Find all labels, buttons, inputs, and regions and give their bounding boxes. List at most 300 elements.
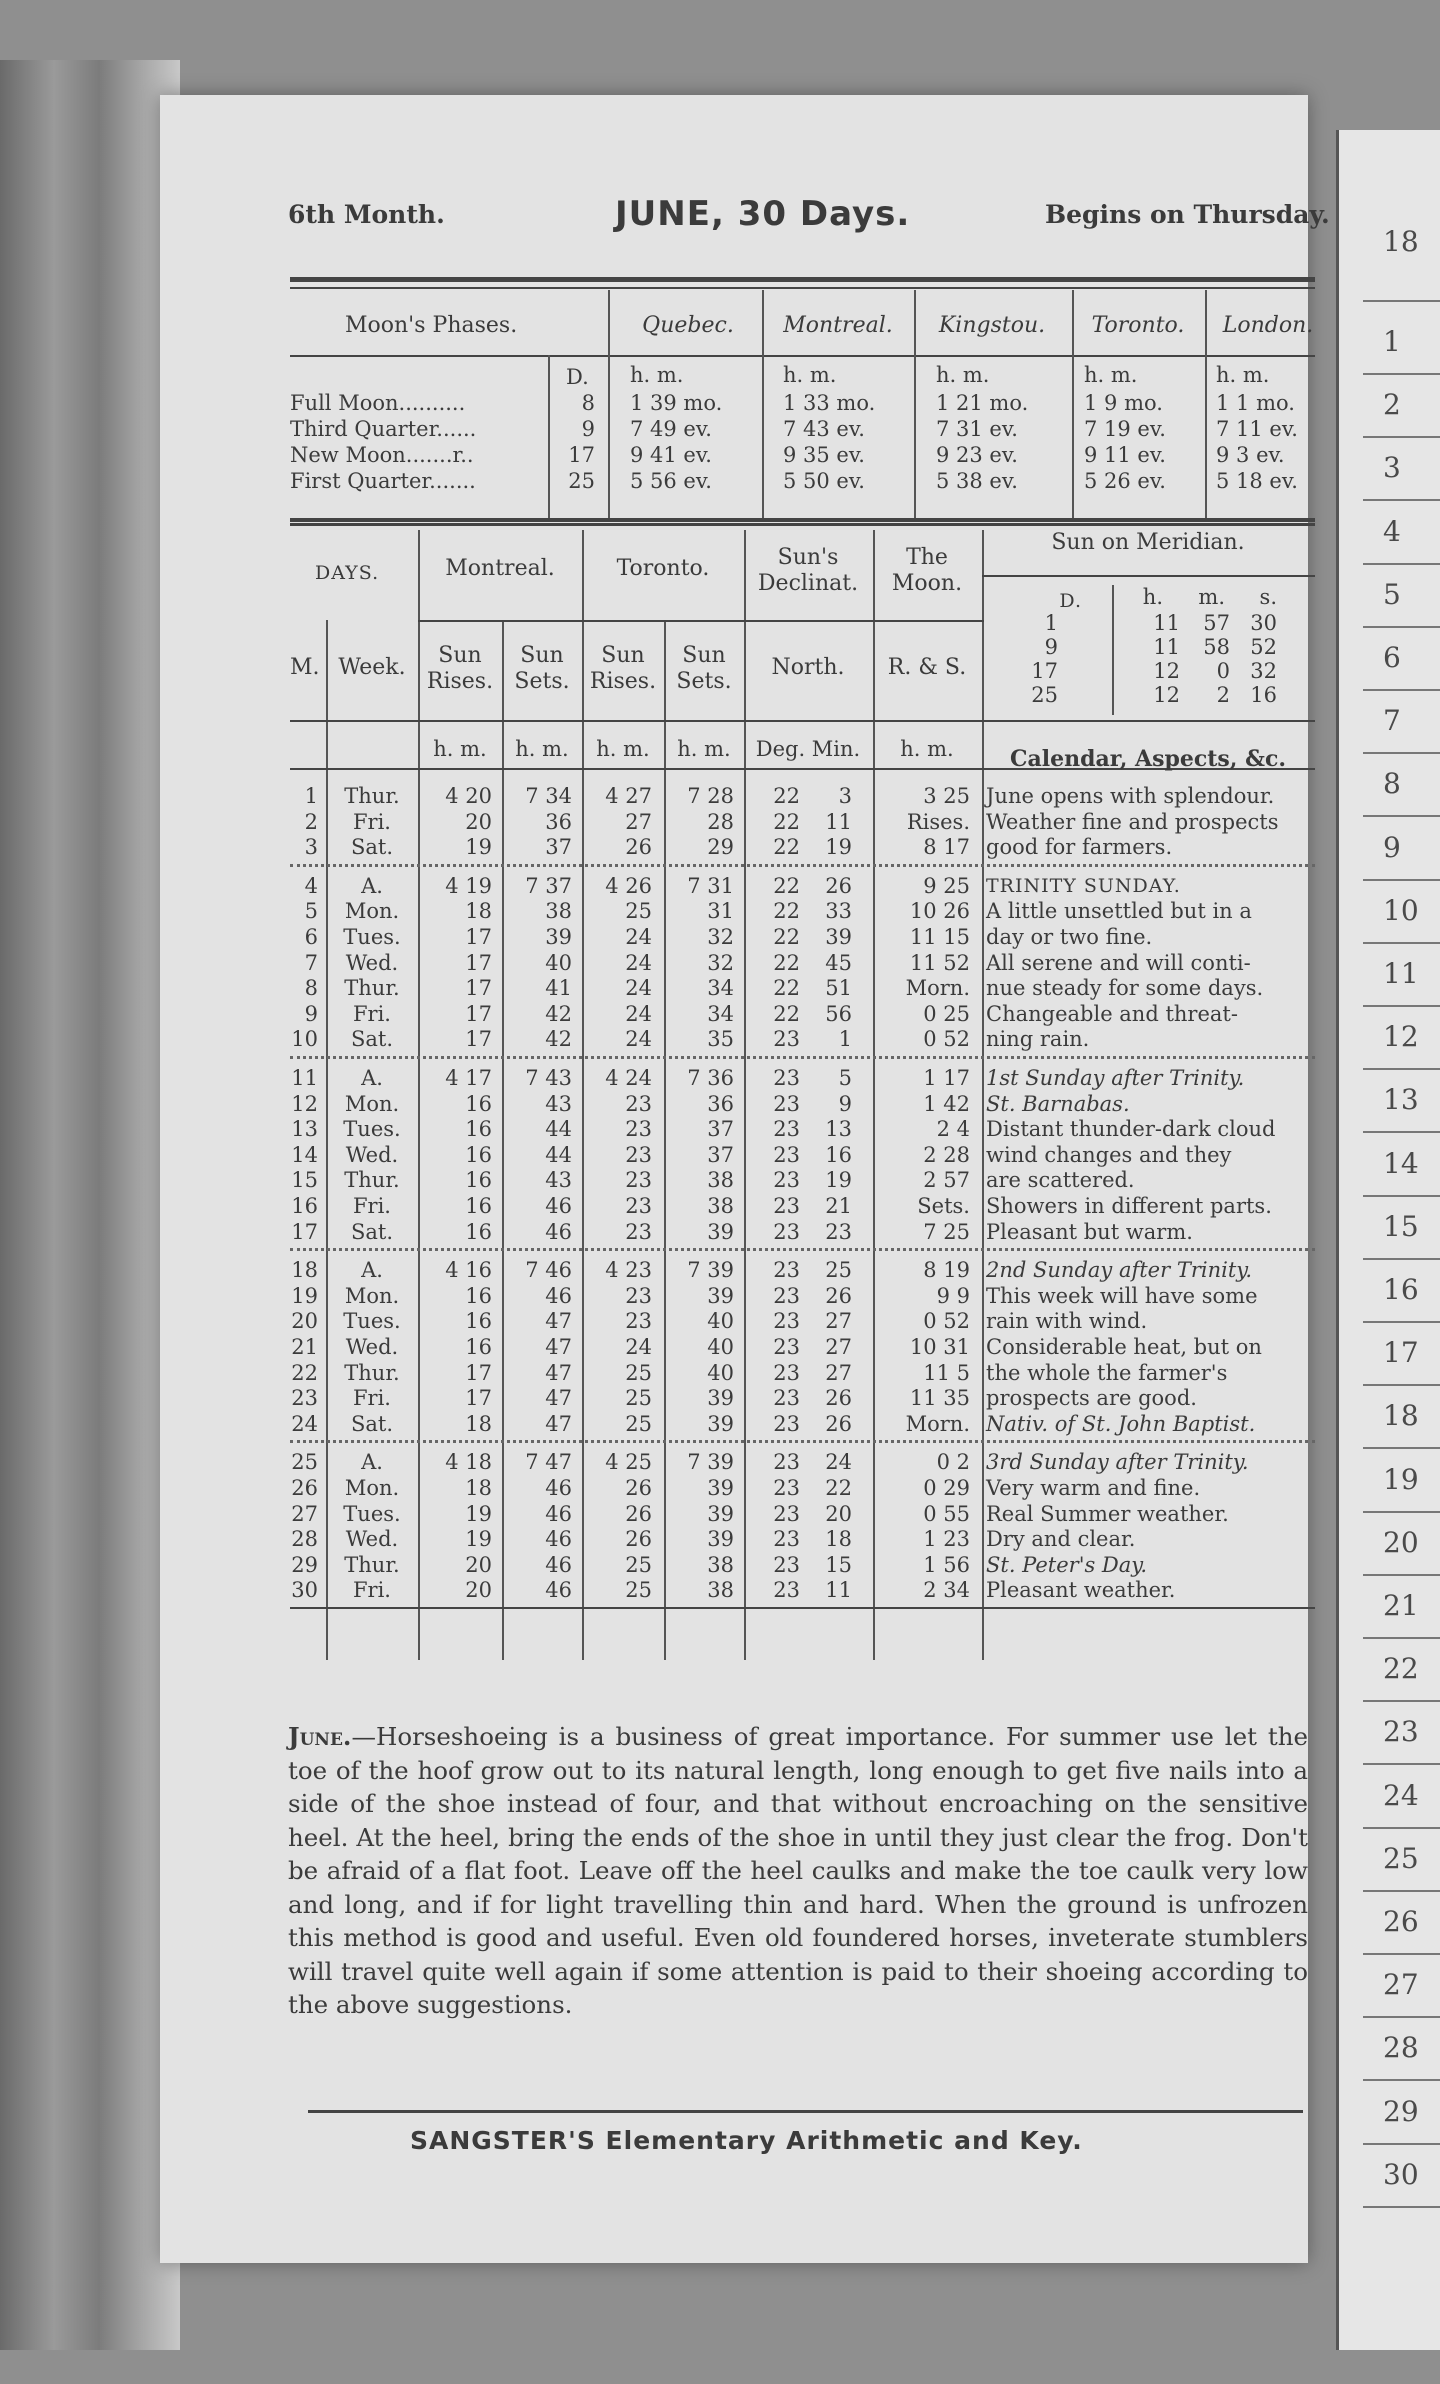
next-page-row-line [1363,1827,1440,1829]
row-toronto-rise: 4 27 [605,784,652,808]
next-page-row-line [1363,752,1440,754]
row-day: 26 [291,1476,318,1500]
row-toronto-set: 38 [707,1552,734,1577]
row-decl-min: 27 [825,1335,852,1359]
row-decl-deg: 23 [773,1117,800,1142]
row-toronto-set: 40 [707,1335,734,1359]
row-calendar-note: Dry and clear. [986,1527,1136,1552]
row-toronto-set: 40 [707,1360,734,1385]
meridian-day: 25 [1031,683,1058,707]
row-moon: 2 57 [923,1168,970,1193]
row-decl-min: 26 [825,873,852,898]
row-day: 2 [304,809,318,834]
day-subheader-rule [290,720,984,722]
next-page-day-number: 3 [1383,451,1401,485]
row-montreal-set: 46 [545,1552,572,1577]
row-toronto-set: 32 [707,925,734,949]
sun-sets-header: Sun Sets. [514,643,570,694]
row-decl-deg: 23 [773,1219,800,1244]
book-page-edges [0,60,180,2350]
next-page-day-number: 20 [1383,1525,1419,1559]
next-page-row-line [1363,626,1440,628]
next-page-day-number: 23 [1383,1715,1419,1749]
row-calendar-note: Distant thunder-dark cloud [986,1117,1276,1142]
row-montreal-set: 47 [545,1335,572,1359]
row-day: 14 [291,1142,318,1167]
row-calendar-note: Real Summer weather. [986,1501,1229,1526]
meridian-sec: 32 [1250,659,1277,683]
meridian-d: D. [1059,590,1082,612]
next-page-day-number: 14 [1383,1146,1419,1180]
row-decl-deg: 23 [773,1091,800,1116]
row-weekday: Mon. [344,1476,400,1500]
next-page-day-number: 8 [1383,767,1401,801]
row-decl-min: 19 [825,1168,852,1193]
row-toronto-rise: 23 [625,1091,652,1116]
next-page-day-number: 2 [1383,388,1401,422]
row-decl-min: 22 [825,1476,852,1500]
row-montreal-rise: 17 [465,1386,492,1411]
next-page-row-line [1363,689,1440,691]
row-montreal-set: 47 [545,1360,572,1385]
next-page-row-line [1363,1321,1440,1323]
row-calendar-note: wind changes and they [986,1142,1232,1167]
row-toronto-rise: 24 [625,976,652,1001]
row-calendar-note: Pleasant but warm. [986,1219,1193,1244]
row-moon: 2 28 [923,1142,970,1167]
moon-phase-day: 8 [581,391,595,415]
next-page-row-line [1363,1511,1440,1513]
meridian-min: 57 [1203,611,1230,635]
row-decl-min: 56 [825,1001,852,1026]
row-montreal-set: 41 [545,976,572,1001]
row-day: 25 [291,1450,318,1475]
row-toronto-rise: 26 [625,1501,652,1526]
day-col-divider [982,530,984,1660]
moon-city-header: Quebec. [642,313,734,338]
row-toronto-rise: 24 [625,1027,652,1052]
row-montreal-rise: 19 [465,1501,492,1526]
north-header: North. [771,655,845,680]
moon-phase-time: 7 43 ev. [783,417,865,441]
row-day: 23 [291,1386,318,1411]
row-decl-deg: 23 [773,1283,800,1308]
row-decl-min: 5 [838,1066,852,1090]
row-day: 16 [291,1194,318,1218]
row-toronto-rise: 25 [625,1411,652,1436]
row-toronto-rise: 24 [625,1335,652,1359]
next-page-day-number: 22 [1383,1652,1419,1686]
month-label: 6th Month. [288,200,445,229]
row-weekday: Fri. [352,1194,391,1218]
footer-title: SANGSTER'S Elementary Arithmetic and Key. [410,2126,1083,2155]
row-calendar-note: This week will have some [986,1283,1258,1308]
row-moon: 0 29 [923,1476,970,1500]
row-day: 21 [291,1335,318,1359]
moon-phase-time: 7 49 ev. [630,417,712,441]
next-page-day-number: 19 [1383,1462,1419,1496]
row-montreal-rise: 16 [465,1283,492,1308]
row-montreal-set: 7 37 [525,873,572,898]
row-decl-min: 16 [825,1142,852,1167]
next-page-day-number: 27 [1383,1968,1419,2002]
hm-unit: h. m. [677,737,731,761]
row-calendar-note: nue steady for some days. [986,976,1264,1001]
row-montreal-rise: 17 [465,925,492,949]
row-decl-min: 26 [825,1386,852,1411]
row-toronto-rise: 26 [625,835,652,860]
row-toronto-rise: 4 24 [605,1066,652,1090]
row-moon: 1 17 [923,1066,970,1090]
row-calendar-note: June opens with splendour. [986,784,1275,808]
row-toronto-set: 39 [707,1501,734,1526]
moon-phase-time: 9 41 ev. [630,443,712,467]
row-decl-min: 15 [825,1552,852,1577]
row-montreal-set: 46 [545,1501,572,1526]
row-decl-deg: 23 [773,1527,800,1552]
row-decl-deg: 22 [773,809,800,834]
row-montreal-rise: 16 [465,1117,492,1142]
day-table-top-rule [290,523,1315,526]
next-page-row-line [1363,1447,1440,1449]
row-calendar-note: 3rd Sunday after Trinity. [986,1450,1249,1475]
row-moon: 1 23 [923,1527,970,1552]
row-montreal-set: 46 [545,1194,572,1218]
meridian-day: 1 [1044,611,1058,635]
moon-city-header: Kingstou. [938,313,1046,338]
row-decl-min: 25 [825,1258,852,1283]
row-toronto-set: 32 [707,950,734,975]
row-toronto-set: 39 [707,1386,734,1411]
row-weekday: Mon. [344,899,400,924]
row-calendar-note: All serene and will conti- [986,950,1251,975]
meridian-min: 0 [1216,659,1230,683]
row-decl-deg: 23 [773,1335,800,1359]
row-decl-deg: 22 [773,784,800,808]
row-day: 18 [291,1258,318,1283]
next-page-row-line [1363,499,1440,501]
row-weekday: Sat. [350,1411,394,1436]
row-moon: 11 5 [923,1360,970,1385]
row-toronto-set: 34 [707,1001,734,1026]
row-weekday: Mon. [344,1283,400,1308]
row-toronto-set: 38 [707,1194,734,1218]
row-calendar-note: rain with wind. [986,1309,1148,1334]
row-toronto-set: 38 [707,1168,734,1193]
row-montreal-set: 43 [545,1168,572,1193]
row-decl-min: 1 [838,1027,852,1052]
next-page-day-number: 26 [1383,1905,1419,1938]
next-page-row-line [1363,1637,1440,1639]
next-page-day-number: 13 [1383,1083,1419,1117]
row-toronto-set: 34 [707,976,734,1001]
moon-phase-time: 7 19 ev. [1084,417,1166,441]
row-moon: 8 17 [923,835,970,860]
row-day: 27 [291,1501,318,1526]
row-decl-deg: 22 [773,1001,800,1026]
row-montreal-set: 47 [545,1411,572,1436]
moon-table-top-rule-2 [290,287,1315,289]
meridian-hour: 11 [1153,635,1180,659]
moon-phase-time: 5 50 ev. [783,469,865,493]
moon-phase-day: 17 [568,443,595,467]
meridian-sec: 30 [1250,611,1277,635]
row-weekday: A. [361,873,383,898]
meridian-day: 9 [1044,635,1058,659]
row-calendar-note: prospects are good. [986,1386,1197,1411]
moon-phase-name: First Quarter....... [290,469,476,493]
row-moon: 0 2 [936,1450,970,1475]
row-moon: 2 34 [923,1578,970,1603]
moon-phase-time: 9 23 ev. [936,443,1018,467]
row-toronto-rise: 24 [625,950,652,975]
row-weekday: Thur. [344,976,400,1001]
row-decl-deg: 22 [773,873,800,898]
moon-city-header: Montreal. [783,313,893,338]
row-montreal-set: 46 [545,1219,572,1244]
next-page-day-number: 24 [1383,1778,1419,1812]
row-toronto-set: 38 [707,1578,734,1603]
row-calendar-note: Considerable heat, but on [986,1335,1262,1359]
paragraph-lead: June. [288,1722,352,1751]
next-page-row-line [1363,373,1440,375]
row-decl-min: 26 [825,1283,852,1308]
row-decl-deg: 23 [773,1194,800,1218]
next-page-row-line [1363,1131,1440,1133]
row-decl-deg: 23 [773,1386,800,1411]
row-montreal-rise: 18 [465,1476,492,1500]
meridian-title: Sun on Meridian. [1051,530,1245,555]
row-decl-min: 45 [825,950,852,975]
row-calendar-note: Very warm and fine. [986,1476,1201,1500]
row-weekday: Tues. [343,1309,401,1334]
row-toronto-set: 36 [707,1091,734,1116]
row-moon: 2 4 [936,1117,970,1142]
row-day: 11 [291,1066,318,1090]
row-montreal-rise: 4 18 [445,1450,492,1475]
row-calendar-note: the whole the farmer's [986,1360,1228,1385]
row-montreal-rise: 20 [465,1578,492,1603]
week-separator [290,864,1315,867]
row-toronto-rise: 25 [625,899,652,924]
row-calendar-note: Weather fine and prospects [986,809,1279,834]
day-col-divider [873,530,875,1660]
row-moon: 0 52 [923,1309,970,1334]
next-page-row-line [1363,942,1440,944]
row-montreal-rise: 17 [465,1001,492,1026]
next-page-day-number: 28 [1383,2031,1419,2065]
moon-phase-time: 1 9 mo. [1084,391,1163,415]
next-page-day-number: 18 [1383,1399,1419,1433]
next-page-day-number: 21 [1383,1589,1419,1622]
row-moon: 9 9 [936,1283,970,1308]
day-col-divider [502,620,504,1660]
meridian-bottom-rule [982,720,1315,722]
moon-phase-time: 7 31 ev. [936,417,1018,441]
june-paragraph [288,1720,1308,2022]
row-decl-min: 20 [825,1501,852,1526]
row-decl-min: 19 [825,835,852,860]
row-day: 24 [291,1411,318,1436]
row-moon: 11 52 [909,950,970,975]
row-moon: 1 56 [923,1552,970,1577]
next-page-row-line [1363,879,1440,881]
next-page-day-number: 10 [1383,893,1419,927]
row-calendar-note: A little unsettled but in a [986,899,1252,924]
next-page-day-number: 5 [1383,577,1401,611]
row-day: 22 [291,1360,318,1385]
row-calendar-note: day or two fine. [986,925,1153,949]
row-day: 7 [304,950,318,975]
row-montreal-set: 43 [545,1091,572,1116]
row-weekday: Sat. [350,835,394,860]
sun-sets-header: Sun Sets. [676,643,732,694]
row-decl-min: 21 [825,1194,852,1218]
row-weekday: Tues. [343,1501,401,1526]
moon-hm-label: h. m. [1216,363,1270,387]
row-decl-deg: 23 [773,1476,800,1500]
paragraph-text: —Horseshoeing is a business of great importance. For summer use let the toe of the hoof grow out to its natural length, long enough to get five nails into a side of the shoe instead of four, and that without encroaching on the sensitive heel. At the heel, bring the ends of the shoe in until they just clear the frog. Don't be afraid of a flat foot. Leave off the heel caulks and make the toe caulk very low and long, and if for light travelling thin and hard. When the ground is unfrozen this method is good and useful. Even old foundered horses, inveterate stumblers will travel quite well again if some attention is paid to their shoeing according to the above suggestions. [288,1722,1308,2019]
moon-hm-label: h. m. [936,363,990,387]
days-header: DAYS. [315,562,380,584]
row-decl-min: 51 [825,976,852,1001]
next-page-row-line [1363,1953,1440,1955]
row-day: 17 [291,1219,318,1244]
moon-col-divider [608,290,610,518]
moon-phase-time: 1 39 mo. [630,391,723,415]
day-col-divider [744,530,746,1660]
next-page-row-line [1363,563,1440,565]
row-toronto-set: 40 [707,1309,734,1334]
row-decl-deg: 22 [773,925,800,949]
next-page-day-number: 16 [1383,1273,1419,1306]
moon-phase-time: 5 18 ev. [1216,469,1298,493]
next-page-day-number: 29 [1383,2094,1419,2128]
next-page-row-line [1363,1700,1440,1702]
row-toronto-rise: 23 [625,1194,652,1218]
row-day: 19 [291,1283,318,1308]
row-toronto-set: 39 [707,1411,734,1436]
row-montreal-rise: 16 [465,1335,492,1359]
row-weekday: A. [361,1258,383,1283]
calendar-title: Calendar, Aspects, &c. [1009,746,1287,772]
row-decl-min: 33 [825,899,852,924]
row-day: 1 [304,784,318,808]
row-moon: Sets. [917,1194,970,1218]
row-montreal-rise: 4 19 [445,873,492,898]
next-page-row-line [1363,1005,1440,1007]
row-weekday: A. [361,1066,383,1090]
meridian-min: 2 [1216,683,1230,707]
row-decl-min: 11 [825,1578,852,1603]
moon-table-top-rule [290,277,1315,282]
row-day: 6 [304,925,318,949]
row-decl-min: 13 [825,1117,852,1142]
row-toronto-set: 7 39 [687,1258,734,1283]
next-page-strip [1336,130,1440,2350]
row-moon: Morn. [905,976,970,1001]
row-decl-deg: 23 [773,1309,800,1334]
row-toronto-rise: 24 [625,1001,652,1026]
moon-hm-label: h. m. [783,363,837,387]
row-moon: 3 25 [923,784,970,808]
next-page-day-number: 6 [1383,641,1401,674]
moon-phase-time: 5 38 ev. [936,469,1018,493]
row-toronto-set: 7 31 [687,873,734,898]
row-decl-min: 27 [825,1360,852,1385]
row-moon: 0 25 [923,1001,970,1026]
meridian-s: s. [1259,585,1277,609]
next-page-row-line [1363,1763,1440,1765]
row-day: 28 [291,1527,318,1552]
row-decl-deg: 23 [773,1168,800,1193]
row-calendar-note: Nativ. of St. John Baptist. [986,1411,1256,1436]
moon-city-header: Toronto. [1091,313,1185,338]
row-montreal-set: 42 [545,1027,572,1052]
meridian-sec: 52 [1250,635,1277,659]
row-montreal-rise: 16 [465,1091,492,1116]
row-decl-min: 24 [825,1450,852,1475]
next-page-row-line [1363,2016,1440,2018]
row-toronto-set: 28 [707,809,734,834]
row-toronto-set: 7 28 [687,784,734,808]
row-decl-deg: 23 [773,1142,800,1167]
row-decl-min: 27 [825,1309,852,1334]
meridian-title-rule [982,575,1315,577]
row-moon: Morn. [905,1411,970,1436]
moon-table-bottom-rule [290,518,1315,522]
row-calendar-note: TRINITY SUNDAY. [986,874,1181,897]
row-decl-deg: 23 [773,1027,800,1052]
row-weekday: Mon. [344,1091,400,1116]
row-montreal-set: 7 46 [525,1258,572,1283]
row-day: 13 [291,1117,318,1142]
row-weekday: A. [361,1450,383,1475]
row-toronto-rise: 4 23 [605,1258,652,1283]
next-page-row-line [1363,1258,1440,1260]
row-montreal-rise: 17 [465,1027,492,1052]
row-montreal-set: 44 [545,1117,572,1142]
next-page-row-line [1363,1068,1440,1070]
row-toronto-rise: 23 [625,1117,652,1142]
row-toronto-rise: 25 [625,1552,652,1577]
row-decl-min: 39 [825,925,852,949]
next-page-day-number: 12 [1383,1020,1419,1054]
row-decl-deg: 23 [773,1360,800,1385]
row-calendar-note: Pleasant weather. [986,1578,1176,1603]
row-calendar-note: Changeable and threat- [986,1001,1238,1026]
row-day: 20 [291,1309,318,1334]
row-moon: 0 52 [923,1027,970,1052]
row-moon: Rises. [906,809,970,834]
sun-rises-header: Sun Rises. [426,643,494,694]
row-calendar-note: 2nd Sunday after Trinity. [986,1258,1253,1283]
row-decl-deg: 22 [773,835,800,860]
moon-hm-label: h. m. [1084,363,1138,387]
deg-min-unit: Deg. Min. [755,737,861,761]
row-decl-min: 3 [838,784,852,808]
row-weekday: Wed. [345,1527,399,1552]
week-separator [290,1056,1315,1059]
moon-hm-unit: h. m. [900,737,954,761]
day-hm-rule [290,768,984,770]
day-header-rule [418,620,984,622]
week-separator [290,1440,1315,1443]
sun-rises-header: Sun Rises. [589,643,657,694]
row-calendar-note: 1st Sunday after Trinity. [986,1066,1245,1090]
row-montreal-set: 7 43 [525,1066,572,1090]
row-day: 4 [304,873,318,898]
